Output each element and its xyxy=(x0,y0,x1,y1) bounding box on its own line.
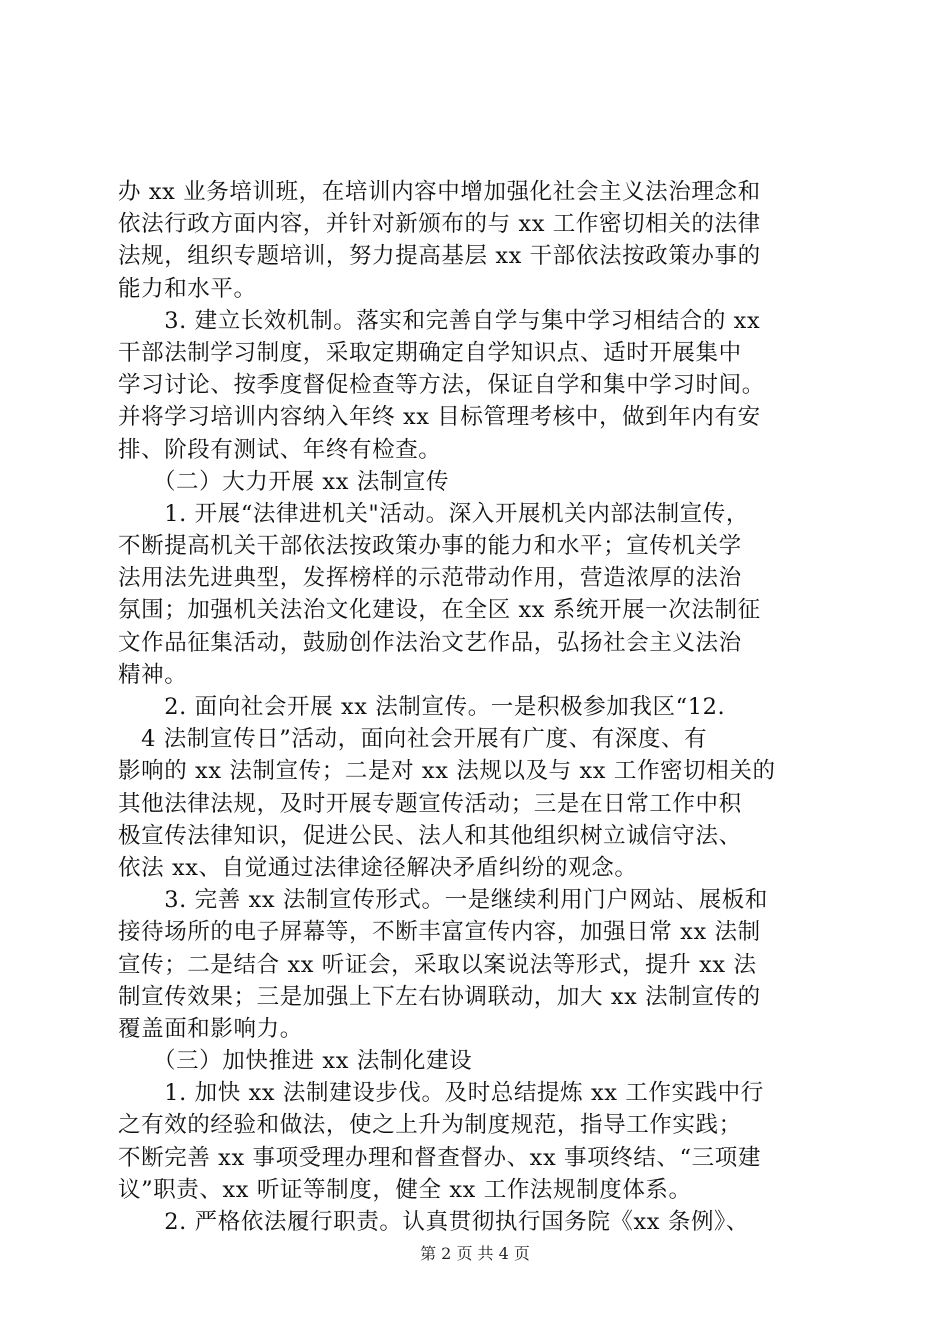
text-line: 3. 完善 xx 法制宣传形式。一是继续利用门户网站、展板和 xyxy=(118,887,769,914)
text-line: 1. 开展“法律进机关"活动。深入开展机关内部法制宣传， xyxy=(118,500,749,527)
text-line: 能力和水平。 xyxy=(118,275,257,302)
text-line: 覆盖面和影响力。 xyxy=(118,1015,303,1042)
text-line: 其他法律法规，及时开展专题宣传活动；三是在日常工作中积 xyxy=(118,790,742,817)
section-heading: （三）加快推进 xx 法制化建设 xyxy=(118,1048,473,1075)
text-line: 4 法制宣传日”活动，面向社会开展有广度、有深度、有 xyxy=(118,726,708,753)
page-footer xyxy=(0,1244,950,1264)
text-line: 依法 xx、自觉通过法律途径解决矛盾纠纷的观念。 xyxy=(118,854,638,881)
text-line: 办 xx 业务培训班，在培训内容中增加强化社会主义法治理念和 xyxy=(118,179,761,205)
text-line: 影响的 xx 法制宣传；二是对 xx 法规以及与 xx 工作密切相关的 xyxy=(118,758,776,785)
text-line: 不断完善 xx 事项受理办理和督查督办、xx 事项终结、“三项建 xyxy=(118,1144,761,1171)
text-line: 极宣传法律知识，促进公民、法人和其他组织树立诚信守法、 xyxy=(118,822,742,849)
text-line: 议”职责、xx 听证等制度，健全 xx 工作法规制度体系。 xyxy=(118,1176,692,1203)
body-text xyxy=(118,176,834,1238)
text-line: 宣传；二是结合 xx 听证会，采取以案说法等形式，提升 xx 法 xyxy=(118,951,757,978)
section-heading: （二）大力开展 xx 法制宣传 xyxy=(118,468,450,495)
page-number: 第 2 页 共 4 页 xyxy=(420,1244,530,1263)
text-line: 并将学习培训内容纳入年终 xx 目标管理考核中，做到年内有安 xyxy=(118,404,761,431)
text-line: 接待场所的电子屏幕等，不断丰富宣传内容，加强日常 xx 法制 xyxy=(118,919,761,946)
text-line: 氛围；加强机关法治文化建设，在全区 xx 系统开展一次法制征 xyxy=(118,597,761,624)
text-line: 排、阶段有测试、年终有检查。 xyxy=(118,436,442,463)
text-line: 2. 面向社会开展 xx 法制宣传。一是积极参加我区“12. xyxy=(118,694,726,720)
text-line: 之有效的经验和做法，使之上升为制度规范，指导工作实践； xyxy=(118,1112,742,1139)
text-line: 不断提高机关干部依法按政策办事的能力和水平；宣传机关学 xyxy=(118,533,742,560)
text-line: 学习讨论、按季度督促检查等方法，保证自学和集中学习时间。 xyxy=(118,372,765,399)
text-line: 制宣传效果；三是加强上下左右协调联动，加大 xx 法制宣传的 xyxy=(118,983,761,1010)
text-line: 2. 严格依法履行职责。认真贯彻执行国务院《xx 条例》、 xyxy=(118,1209,750,1235)
text-line: 依法行政方面内容，并针对新颁布的与 xx 工作密切相关的法律 xyxy=(118,211,761,238)
text-line: 3. 建立长效机制。落实和完善自学与集中学习相结合的 xx xyxy=(118,307,761,334)
text-line: 法用法先进典型，发挥榜样的示范带动作用，营造浓厚的法治 xyxy=(118,565,742,592)
text-line: 文作品征集活动，鼓励创作法治文艺作品，弘扬社会主义法治 xyxy=(118,629,742,656)
text-line: 1. 加快 xx 法制建设步伐。及时总结提炼 xx 工作实践中行 xyxy=(118,1080,764,1107)
text-line: 干部法制学习制度，采取定期确定自学知识点、适时开展集中 xyxy=(118,339,742,366)
text-line: 精神。 xyxy=(118,661,188,688)
text-line: 法规，组织专题培训，努力提高基层 xx 干部依法按政策办事的 xyxy=(118,243,761,270)
